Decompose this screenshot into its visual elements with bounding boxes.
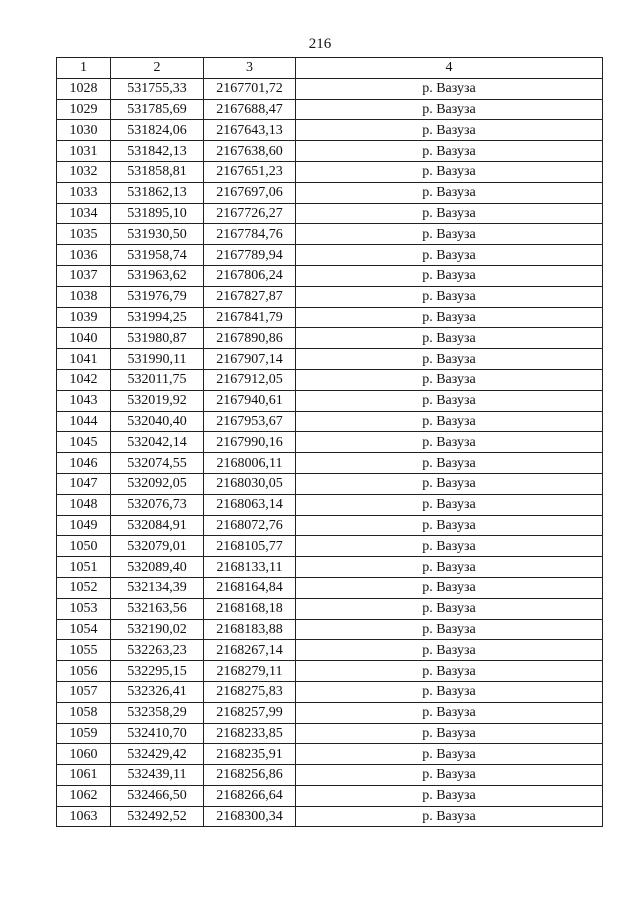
description-cell: р. Вазуза (296, 286, 603, 307)
point-number-cell: 1053 (57, 598, 111, 619)
point-number-cell: 1055 (57, 640, 111, 661)
y-coordinate-cell: 2168030,05 (204, 473, 296, 494)
x-coordinate-cell: 532439,11 (111, 765, 204, 786)
description-cell: р. Вазуза (296, 432, 603, 453)
y-coordinate-cell: 2167990,16 (204, 432, 296, 453)
table-row (57, 224, 603, 245)
point-number-cell: 1036 (57, 245, 111, 266)
table-row (57, 557, 603, 578)
point-number-cell: 1045 (57, 432, 111, 453)
x-coordinate-cell: 531963,62 (111, 265, 204, 286)
y-coordinate-cell: 2168168,18 (204, 598, 296, 619)
description-cell: р. Вазуза (296, 723, 603, 744)
point-number-cell: 1063 (57, 806, 111, 827)
table-row (57, 369, 603, 390)
y-coordinate-cell: 2168164,84 (204, 577, 296, 598)
description-cell: р. Вазуза (296, 494, 603, 515)
y-coordinate-cell: 2168183,88 (204, 619, 296, 640)
description-cell: р. Вазуза (296, 744, 603, 765)
x-coordinate-cell: 531976,79 (111, 286, 204, 307)
table-row (57, 619, 603, 640)
x-coordinate-cell: 532019,92 (111, 390, 204, 411)
table-row (57, 99, 603, 120)
y-coordinate-cell: 2168275,83 (204, 681, 296, 702)
table-row (57, 536, 603, 557)
point-number-cell: 1029 (57, 99, 111, 120)
description-cell: р. Вазуза (296, 453, 603, 474)
x-coordinate-cell: 532492,52 (111, 806, 204, 827)
x-coordinate-cell: 531862,13 (111, 182, 204, 203)
table-row (57, 432, 603, 453)
table-row (57, 265, 603, 286)
point-number-cell: 1043 (57, 390, 111, 411)
description-cell: р. Вазуза (296, 765, 603, 786)
y-coordinate-cell: 2168279,11 (204, 661, 296, 682)
header-cell-2: 2 (111, 58, 204, 79)
table-row (57, 182, 603, 203)
description-cell: р. Вазуза (296, 619, 603, 640)
header-cell-3: 3 (204, 58, 296, 79)
point-number-cell: 1031 (57, 141, 111, 162)
description-cell: р. Вазуза (296, 369, 603, 390)
y-coordinate-cell: 2167789,94 (204, 245, 296, 266)
point-number-cell: 1061 (57, 765, 111, 786)
description-cell: р. Вазуза (296, 661, 603, 682)
x-coordinate-cell: 532042,14 (111, 432, 204, 453)
x-coordinate-cell: 531785,69 (111, 99, 204, 120)
point-number-cell: 1041 (57, 349, 111, 370)
point-number-cell: 1034 (57, 203, 111, 224)
y-coordinate-cell: 2167726,27 (204, 203, 296, 224)
table-body (57, 78, 603, 827)
y-coordinate-cell: 2168105,77 (204, 536, 296, 557)
table-row (57, 473, 603, 494)
x-coordinate-cell: 532011,75 (111, 369, 204, 390)
table-row (57, 307, 603, 328)
x-coordinate-cell: 532263,23 (111, 640, 204, 661)
y-coordinate-cell: 2167912,05 (204, 369, 296, 390)
page-number: 216 (308, 36, 332, 52)
x-coordinate-cell: 531755,33 (111, 78, 204, 99)
description-cell: р. Вазуза (296, 557, 603, 578)
description-cell: р. Вазуза (296, 224, 603, 245)
point-number-cell: 1033 (57, 182, 111, 203)
y-coordinate-cell: 2168267,14 (204, 640, 296, 661)
point-number-cell: 1056 (57, 661, 111, 682)
table-row (57, 161, 603, 182)
description-cell: р. Вазуза (296, 411, 603, 432)
table-row (57, 744, 603, 765)
point-number-cell: 1054 (57, 619, 111, 640)
point-number-cell: 1038 (57, 286, 111, 307)
point-number-cell: 1048 (57, 494, 111, 515)
description-cell: р. Вазуза (296, 99, 603, 120)
y-coordinate-cell: 2168006,11 (204, 453, 296, 474)
table-row (57, 723, 603, 744)
table-row (57, 286, 603, 307)
table-row (57, 577, 603, 598)
point-number-cell: 1058 (57, 702, 111, 723)
description-cell: р. Вазуза (296, 515, 603, 536)
description-cell: р. Вазуза (296, 245, 603, 266)
table-row (57, 78, 603, 99)
x-coordinate-cell: 531842,13 (111, 141, 204, 162)
point-number-cell: 1051 (57, 557, 111, 578)
y-coordinate-cell: 2167651,23 (204, 161, 296, 182)
x-coordinate-cell: 531994,25 (111, 307, 204, 328)
table-row (57, 390, 603, 411)
table-row (57, 661, 603, 682)
x-coordinate-cell: 531895,10 (111, 203, 204, 224)
y-coordinate-cell: 2167953,67 (204, 411, 296, 432)
description-cell: р. Вазуза (296, 598, 603, 619)
description-cell: р. Вазуза (296, 806, 603, 827)
description-cell: р. Вазуза (296, 141, 603, 162)
y-coordinate-cell: 2168133,11 (204, 557, 296, 578)
point-number-cell: 1042 (57, 369, 111, 390)
point-number-cell: 1047 (57, 473, 111, 494)
point-number-cell: 1046 (57, 453, 111, 474)
y-coordinate-cell: 2168235,91 (204, 744, 296, 765)
y-coordinate-cell: 2167688,47 (204, 99, 296, 120)
point-number-cell: 1030 (57, 120, 111, 141)
table-row (57, 203, 603, 224)
x-coordinate-cell: 532089,40 (111, 557, 204, 578)
table-row (57, 453, 603, 474)
table-row (57, 785, 603, 806)
y-coordinate-cell: 2168257,99 (204, 702, 296, 723)
x-coordinate-cell: 532190,02 (111, 619, 204, 640)
x-coordinate-cell: 531990,11 (111, 349, 204, 370)
point-number-cell: 1052 (57, 577, 111, 598)
point-number-cell: 1057 (57, 681, 111, 702)
x-coordinate-cell: 532295,15 (111, 661, 204, 682)
y-coordinate-cell: 2167940,61 (204, 390, 296, 411)
header-cell-4: 4 (296, 58, 603, 79)
table-row (57, 328, 603, 349)
y-coordinate-cell: 2167697,06 (204, 182, 296, 203)
point-number-cell: 1044 (57, 411, 111, 432)
point-number-cell: 1059 (57, 723, 111, 744)
y-coordinate-cell: 2167784,76 (204, 224, 296, 245)
y-coordinate-cell: 2167806,24 (204, 265, 296, 286)
table-row (57, 806, 603, 827)
point-number-cell: 1028 (57, 78, 111, 99)
x-coordinate-cell: 532076,73 (111, 494, 204, 515)
y-coordinate-cell: 2168266,64 (204, 785, 296, 806)
y-coordinate-cell: 2167638,60 (204, 141, 296, 162)
description-cell: р. Вазуза (296, 328, 603, 349)
table-row (57, 120, 603, 141)
y-coordinate-cell: 2167643,13 (204, 120, 296, 141)
description-cell: р. Вазуза (296, 681, 603, 702)
description-cell: р. Вазуза (296, 473, 603, 494)
table-row (57, 141, 603, 162)
y-coordinate-cell: 2168256,86 (204, 765, 296, 786)
x-coordinate-cell: 532074,55 (111, 453, 204, 474)
y-coordinate-cell: 2168300,34 (204, 806, 296, 827)
description-cell: р. Вазуза (296, 536, 603, 557)
point-number-cell: 1060 (57, 744, 111, 765)
y-coordinate-cell: 2168072,76 (204, 515, 296, 536)
x-coordinate-cell: 532163,56 (111, 598, 204, 619)
point-number-cell: 1050 (57, 536, 111, 557)
table-row (57, 640, 603, 661)
x-coordinate-cell: 531930,50 (111, 224, 204, 245)
y-coordinate-cell: 2167701,72 (204, 78, 296, 99)
x-coordinate-cell: 531980,87 (111, 328, 204, 349)
table-row (57, 765, 603, 786)
x-coordinate-cell: 531858,81 (111, 161, 204, 182)
description-cell: р. Вазуза (296, 785, 603, 806)
description-cell: р. Вазуза (296, 265, 603, 286)
x-coordinate-cell: 532134,39 (111, 577, 204, 598)
point-number-cell: 1035 (57, 224, 111, 245)
point-number-cell: 1049 (57, 515, 111, 536)
description-cell: р. Вазуза (296, 390, 603, 411)
description-cell: р. Вазуза (296, 78, 603, 99)
y-coordinate-cell: 2168233,85 (204, 723, 296, 744)
y-coordinate-cell: 2167907,14 (204, 349, 296, 370)
description-cell: р. Вазуза (296, 577, 603, 598)
y-coordinate-cell: 2168063,14 (204, 494, 296, 515)
y-coordinate-cell: 2167827,87 (204, 286, 296, 307)
description-cell: р. Вазуза (296, 120, 603, 141)
table-row (57, 411, 603, 432)
x-coordinate-cell: 532079,01 (111, 536, 204, 557)
description-cell: р. Вазуза (296, 307, 603, 328)
x-coordinate-cell: 532326,41 (111, 681, 204, 702)
description-cell: р. Вазуза (296, 640, 603, 661)
table-row (57, 494, 603, 515)
table-row (57, 598, 603, 619)
point-number-cell: 1032 (57, 161, 111, 182)
coordinates-table (56, 57, 603, 827)
x-coordinate-cell: 532410,70 (111, 723, 204, 744)
description-cell: р. Вазуза (296, 203, 603, 224)
table-row (57, 349, 603, 370)
x-coordinate-cell: 532092,05 (111, 473, 204, 494)
y-coordinate-cell: 2167890,86 (204, 328, 296, 349)
x-coordinate-cell: 532084,91 (111, 515, 204, 536)
point-number-cell: 1039 (57, 307, 111, 328)
x-coordinate-cell: 532358,29 (111, 702, 204, 723)
table-row (57, 702, 603, 723)
description-cell: р. Вазуза (296, 349, 603, 370)
x-coordinate-cell: 532466,50 (111, 785, 204, 806)
table-row (57, 515, 603, 536)
table-row (57, 245, 603, 266)
header-row (57, 58, 603, 79)
description-cell: р. Вазуза (296, 161, 603, 182)
x-coordinate-cell: 531824,06 (111, 120, 204, 141)
point-number-cell: 1037 (57, 265, 111, 286)
x-coordinate-cell: 532429,42 (111, 744, 204, 765)
header-cell-1: 1 (57, 58, 111, 79)
y-coordinate-cell: 2167841,79 (204, 307, 296, 328)
table-row (57, 681, 603, 702)
point-number-cell: 1062 (57, 785, 111, 806)
x-coordinate-cell: 531958,74 (111, 245, 204, 266)
x-coordinate-cell: 532040,40 (111, 411, 204, 432)
description-cell: р. Вазуза (296, 182, 603, 203)
point-number-cell: 1040 (57, 328, 111, 349)
description-cell: р. Вазуза (296, 702, 603, 723)
